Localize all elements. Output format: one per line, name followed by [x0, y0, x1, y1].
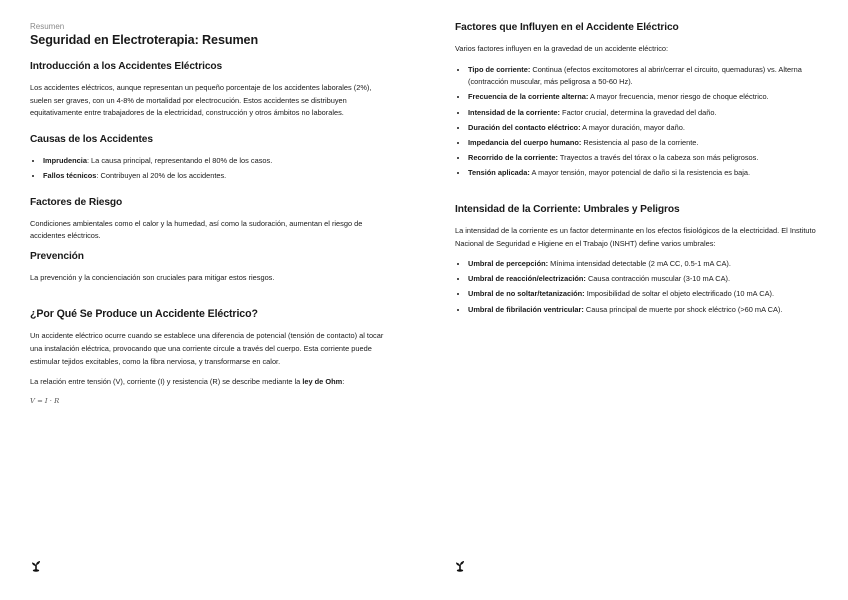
list-item [43, 170, 394, 183]
section-body-riesgo: Condiciones ambientales como el calor y la humedad, así como la sudoración, aumentan el riesgo de accidentes eléctricos. [30, 218, 363, 241]
list-item-text: Factor crucial, determina la gravedad del daño. [560, 107, 717, 117]
list-item-term: Frecuencia de la corriente alterna: [468, 92, 589, 102]
list-item [468, 137, 824, 150]
list-item [468, 273, 824, 286]
section-heading-intro: Introducción a los Accidentes Eléctricos [30, 61, 223, 72]
list-item-term: Umbral de percepción: [468, 259, 549, 269]
list-item-text: A mayor frecuencia, menor riesgo de choque eléctrico. [588, 92, 769, 102]
list-item-term: Imprudencia [43, 155, 87, 165]
list-item-text: : Contribuyen al 20% de los accidentes. [96, 170, 227, 180]
list-item-term: Recorrido de la corriente: [468, 153, 558, 163]
list-item-term: Umbral de no soltar/tetanización: [468, 289, 585, 299]
section-heading-porque: ¿Por Qué Se Produce un Accidente Eléctrico? [30, 308, 258, 321]
page-left-content [30, 22, 394, 405]
list-item-text: A mayor duración, mayor daño. [580, 122, 685, 132]
section-heading-intensidad: Intensidad de la Corriente: Umbrales y Peligros [455, 203, 680, 215]
section-heading-factores: Factores que Influyen en el Accidente Eléctrico [455, 22, 679, 33]
ohm-prefix: La relación entre tensión (V), corriente (I) y resistencia (R) se describe mediante la [30, 377, 303, 387]
factores-list [455, 64, 824, 180]
list-item-text: A mayor tensión, mayor potencial de daño si la resistencia es baja. [529, 168, 751, 178]
list-item [468, 152, 824, 165]
list-item [468, 91, 824, 104]
list-item-text: Continua (efectos excitomotores al abrir/cerrar el circuito, quemaduras) vs. Alterna (contracción muscular, más peligrosa a 50-60 Hz). [468, 64, 802, 87]
list-item-text: Mínima intensidad detectable (2 mA CC, 0.5-1 mA CA). [548, 259, 731, 269]
ohm-term: ley de Ohm [302, 377, 343, 387]
causas-list [30, 155, 394, 183]
list-item [468, 304, 824, 317]
section-heading-prevencion: Prevención [30, 250, 84, 262]
list-item [468, 167, 824, 180]
list-item-text: Trayectos a través del tórax o la cabeza son más peligrosos. [557, 153, 759, 163]
section-body-intro: Los accidentes eléctricos, aunque representan un pequeño porcentaje de los accidentes laborales (2%), suelen ser graves, con un 4-8% de mortalidad por electrocución. Estos accidentes se distribuyen equitativamente entre trabajadores de la electricidad, construcción y otros ámbitos no laborales. [30, 83, 372, 118]
ohm-suffix: : [342, 377, 345, 387]
sprout-logo-icon [455, 560, 465, 572]
list-item [468, 64, 824, 89]
list-item-term: Impedancia del cuerpo humano: [468, 137, 582, 147]
section-heading-riesgo: Factores de Riesgo [30, 196, 123, 208]
page-right [424, 0, 848, 600]
page-right-content [455, 22, 824, 324]
list-item-term: Umbral de reacción/electrización: [468, 274, 586, 284]
list-item-text: Causa principal de muerte por shock eléctrico (>60 mA CA). [583, 304, 783, 314]
list-item-term: Duración del contacto eléctrico: [468, 122, 581, 132]
page-title: Seguridad en Electroterapia: Resumen [30, 33, 259, 47]
list-item [43, 155, 394, 168]
list-item-text: : La causa principal, representando el 80% de los casos. [86, 155, 273, 165]
list-item [468, 122, 824, 135]
umbrales-list [455, 258, 824, 316]
list-item [468, 107, 824, 120]
section-intro-factores: Varios factores influyen en la gravedad de un accidente eléctrico: [455, 44, 669, 53]
ohm-sentence [30, 376, 394, 389]
list-item-text: Resistencia al paso de la corriente. [581, 137, 699, 147]
breadcrumb: Resumen [30, 22, 65, 31]
list-item-term: Intensidad de la corriente: [468, 107, 560, 117]
list-item-text: Causa contracción muscular (3-10 mA CA). [585, 274, 731, 284]
list-item [468, 288, 824, 301]
list-item-term: Fallos técnicos [43, 170, 97, 180]
list-item-term: Tensión aplicada: [468, 168, 530, 178]
list-item-term: Tipo de corriente: [468, 64, 531, 74]
list-item-text: Imposibilidad de soltar el objeto electrificado (10 mA CA). [584, 289, 775, 299]
list-item-term: Umbral de fibrilación ventricular: [468, 304, 584, 314]
section-intro-intensidad: La intensidad de la corriente es un factor determinante en los efectos fisiológicos de la electricidad. El Instituto Nacional de Seguridad e Higiene en el Trabajo (INSHT) define varios umbrales: [455, 225, 816, 248]
sprout-logo-icon [31, 560, 41, 572]
section-body-prevencion: La prevención y la concienciación son cruciales para mitigar estos riesgos. [30, 272, 275, 282]
list-item [468, 258, 824, 271]
section-heading-causas: Causas de los Accidentes [30, 133, 153, 145]
section-body-porque: Un accidente eléctrico ocurre cuando se establece una diferencia de potencial (tensión de contacto) al tocar una instalación eléctrica, provocando que una corriente circule a través del cuerpo. Esta corriente puede estimular tejidos excitables, como la fibra nerviosa, y transformarse en calor. [30, 331, 384, 366]
ohm-formula: V = I · R [30, 396, 60, 405]
